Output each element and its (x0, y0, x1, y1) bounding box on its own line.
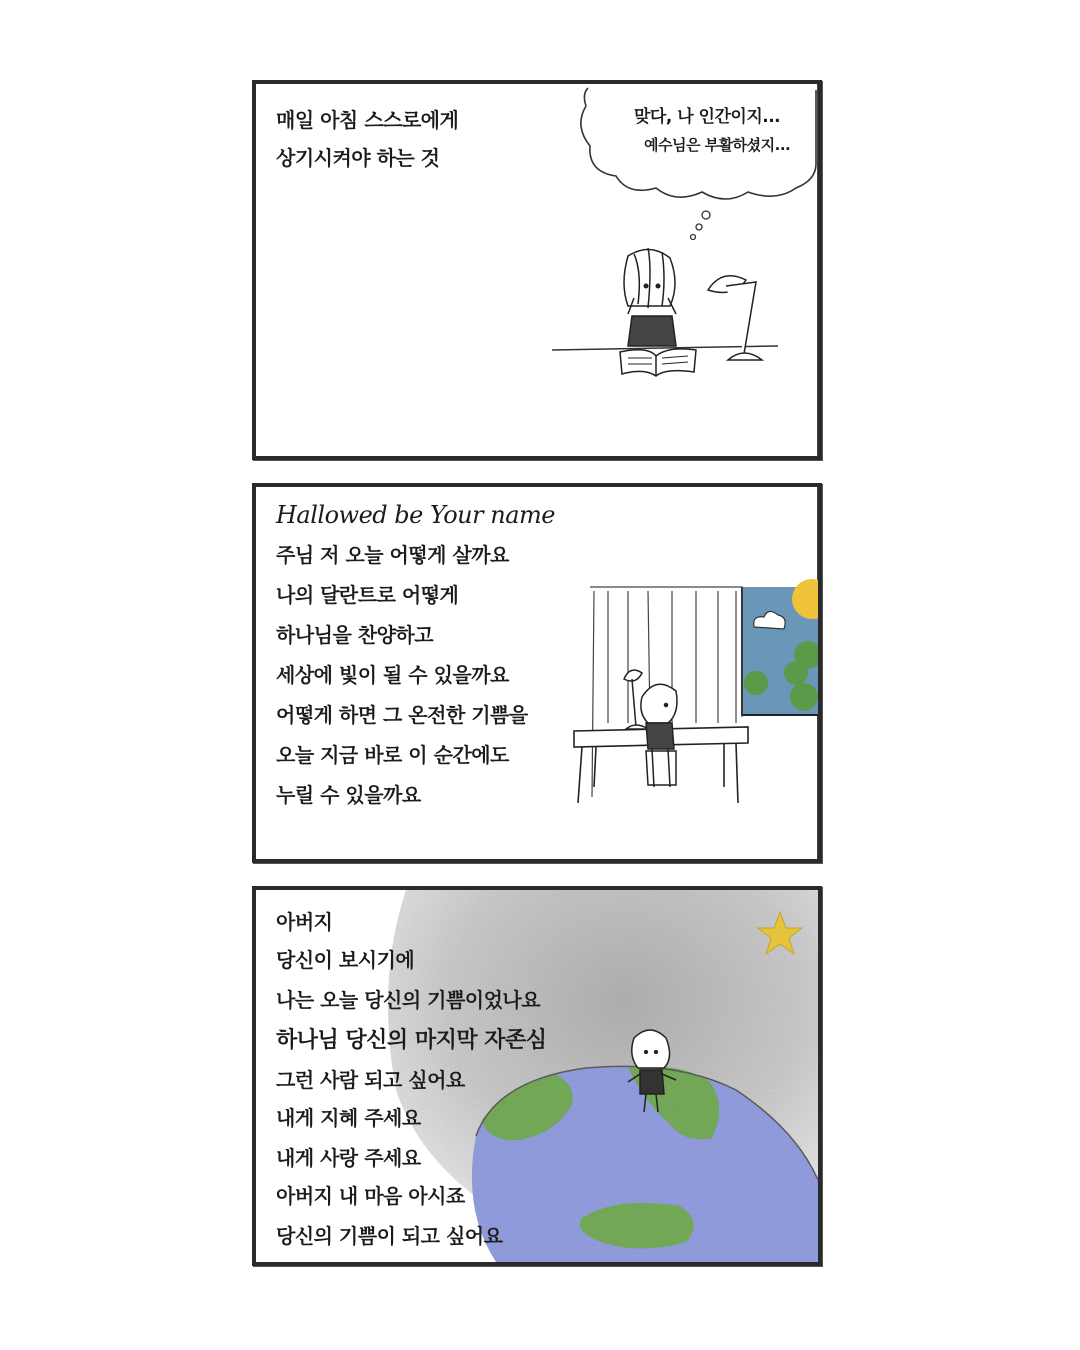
comic-panel-2 (252, 483, 822, 863)
girl-reading (624, 248, 676, 346)
prayer-line-1: 아버지 (276, 910, 333, 934)
prayer-line-5: 그런 사람 되고 싶어요 (276, 1068, 465, 1092)
verse-line-7: 누릴 수 있을까요 (276, 783, 421, 807)
thought-line-2: 예수님은 부활하셨지... (644, 136, 791, 154)
prayer-line-8: 아버지 내 마음 아시죠 (276, 1184, 465, 1208)
verse-line-2: 나의 달란트로 어떻게 (276, 583, 459, 607)
prayer-line-7: 내게 사랑 주세요 (276, 1146, 421, 1170)
verse-line-1: 주님 저 오늘 어떻게 살까요 (276, 543, 509, 567)
window (742, 579, 818, 715)
prayer-line-4: 하나님 당신의 마지막 자존심 (276, 1028, 547, 1053)
caption-line-2: 상기시켜야 하는 것 (276, 146, 440, 170)
verse-line-6: 오늘 지금 바로 이 순간에도 (276, 743, 509, 767)
panel-2-illustration (256, 487, 818, 859)
girl-at-desk (641, 684, 677, 787)
comic-panel-3 (252, 886, 822, 1266)
thought-bubble-dot (702, 211, 710, 219)
thought-bubble-dot (691, 235, 696, 240)
thought-bubble-dot (696, 224, 702, 230)
prayer-line-2: 당신이 보시기에 (276, 948, 415, 972)
prayer-line-6: 내게 지혜 주세요 (276, 1106, 421, 1130)
prayer-line-3: 나는 오늘 당신의 기쁨이었나요 (276, 988, 541, 1012)
verse-line-5: 어떻게 하면 그 온전한 기쁨을 (276, 703, 528, 727)
caption-line-1: 매일 아침 스스로에게 (276, 108, 459, 132)
comic-panel-1 (252, 80, 822, 460)
open-book (620, 349, 696, 376)
thought-line-1: 맞다, 나 인간이지... (634, 107, 781, 127)
prayer-line-9: 당신의 기쁨이 되고 싶어요 (276, 1224, 503, 1248)
panel-2-title: Hallowed be Your name (276, 501, 555, 529)
verse-line-4: 세상에 빛이 될 수 있을까요 (276, 663, 509, 687)
verse-line-3: 하나님을 찬양하고 (276, 623, 434, 647)
